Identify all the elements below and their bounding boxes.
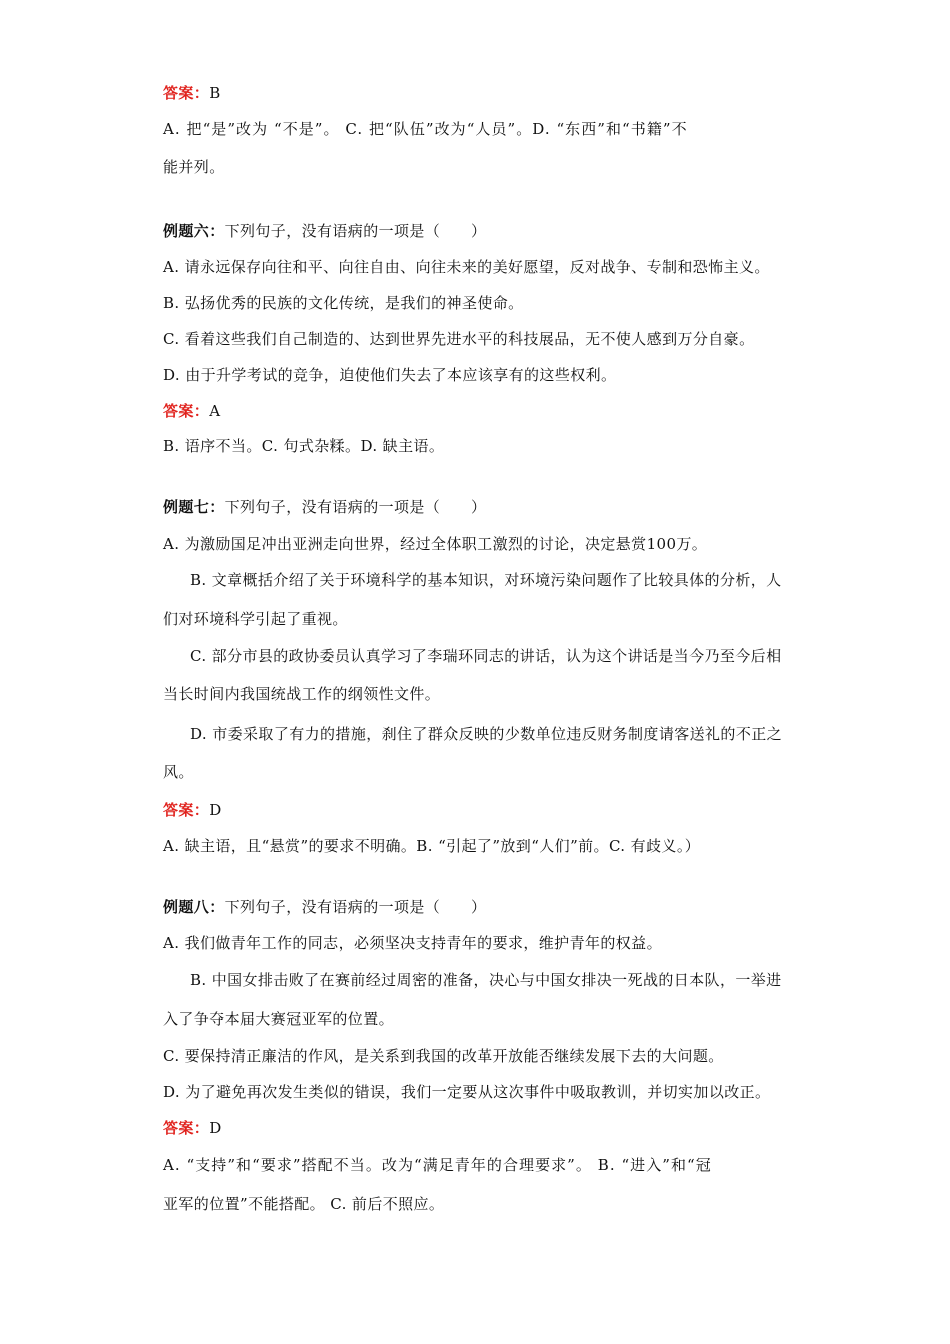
explanation-line: B. 语序不当。C. 句式杂糅。D. 缺主语。 bbox=[163, 437, 445, 455]
answer-line bbox=[163, 401, 220, 421]
explanation-line: 能并列。 bbox=[163, 158, 225, 176]
answer-label: 答案： bbox=[163, 801, 210, 819]
option-line: A. 请永远保存向往和平、向往自由、向往未来的美好愿望，反对战争、专制和恐怖主义。 bbox=[163, 258, 770, 276]
option-line: A. 我们做青年工作的同志，必须坚决支持青年的要求，维护青年的权益。 bbox=[163, 934, 662, 952]
answer-value: D bbox=[209, 1119, 222, 1137]
option-line: D. 市委采取了有力的措施，刹住了群众反映的少数单位违反财务制度请客送礼的不正之 bbox=[190, 725, 783, 743]
explanation-line: A. 缺主语，且“悬赏”的要求不明确。B. “引起了”放到“人们”前。C. 有歧义。） bbox=[163, 837, 701, 855]
option-line: C. 部分市县的政协委员认真学习了李瑞环同志的讲话，认为这个讲话是当今乃至今后相 bbox=[190, 647, 782, 665]
question-label: 例题六： bbox=[163, 222, 225, 240]
option-line: C. 看着这些我们自己制造的、达到世界先进水平的科技展品，无不使人感到万分自豪。 bbox=[163, 330, 755, 348]
answer-line bbox=[163, 800, 222, 820]
option-line: A. 为激励国足冲出亚洲走向世界，经过全体职工激烈的讨论，决定悬赏100万。 bbox=[163, 535, 708, 553]
option-line: B. 中国女排击败了在赛前经过周密的准备，决心与中国女排决一死战的日本队，一举进 bbox=[190, 971, 782, 989]
option-line: D. 为了避免再次发生类似的错误，我们一定要从这次事件中吸取教训，并切实加以改正。 bbox=[163, 1083, 771, 1101]
option-line: 入了争夺本届大赛冠亚军的位置。 bbox=[163, 1010, 395, 1028]
question-text: 下列句子，没有语病的一项是（ ） bbox=[224, 498, 487, 516]
answer-line bbox=[163, 1118, 222, 1138]
question-label: 例题七： bbox=[163, 498, 225, 516]
question-line bbox=[163, 897, 486, 917]
explanation-line: 亚军的位置”不能搭配。 C. 前后不照应。 bbox=[163, 1195, 445, 1213]
answer-line bbox=[163, 83, 221, 103]
question-label: 例题八： bbox=[163, 898, 225, 916]
question-line bbox=[163, 497, 486, 517]
explanation-line: A. “支持”和“要求”搭配不当。改为“满足青年的合理要求”。 B. “进入”和“冠 bbox=[163, 1156, 712, 1174]
option-line: 风。 bbox=[163, 763, 194, 781]
option-line: C. 要保持清正廉洁的作风，是关系到我国的改革开放能否继续发展下去的大问题。 bbox=[163, 1047, 724, 1065]
answer-value: B bbox=[209, 84, 221, 102]
option-line: 们对环境科学引起了重视。 bbox=[163, 610, 348, 628]
answer-value: D bbox=[209, 801, 222, 819]
answer-label: 答案： bbox=[163, 402, 210, 420]
option-line: 当长时间内我国统战工作的纲领性文件。 bbox=[163, 685, 441, 703]
option-line: B. 弘扬优秀的民族的文化传统，是我们的神圣使命。 bbox=[163, 294, 524, 312]
option-line: B. 文章概括介绍了关于环境科学的基本知识，对环境污染问题作了比较具体的分析，人 bbox=[190, 571, 782, 589]
question-text: 下列句子，没有语病的一项是（ ） bbox=[224, 222, 487, 240]
answer-label: 答案： bbox=[163, 84, 210, 102]
answer-label: 答案： bbox=[163, 1119, 210, 1137]
option-line: D. 由于升学考试的竞争，迫使他们失去了本应该享有的这些权利。 bbox=[163, 366, 617, 384]
explanation-line: A. 把“是”改为 “不是”。 C. 把“队伍”改为“人员”。D. “东西”和“书籍”不 bbox=[163, 120, 688, 138]
question-text: 下列句子，没有语病的一项是（ ） bbox=[224, 898, 487, 916]
answer-value: A bbox=[209, 402, 221, 420]
question-line bbox=[163, 221, 486, 241]
